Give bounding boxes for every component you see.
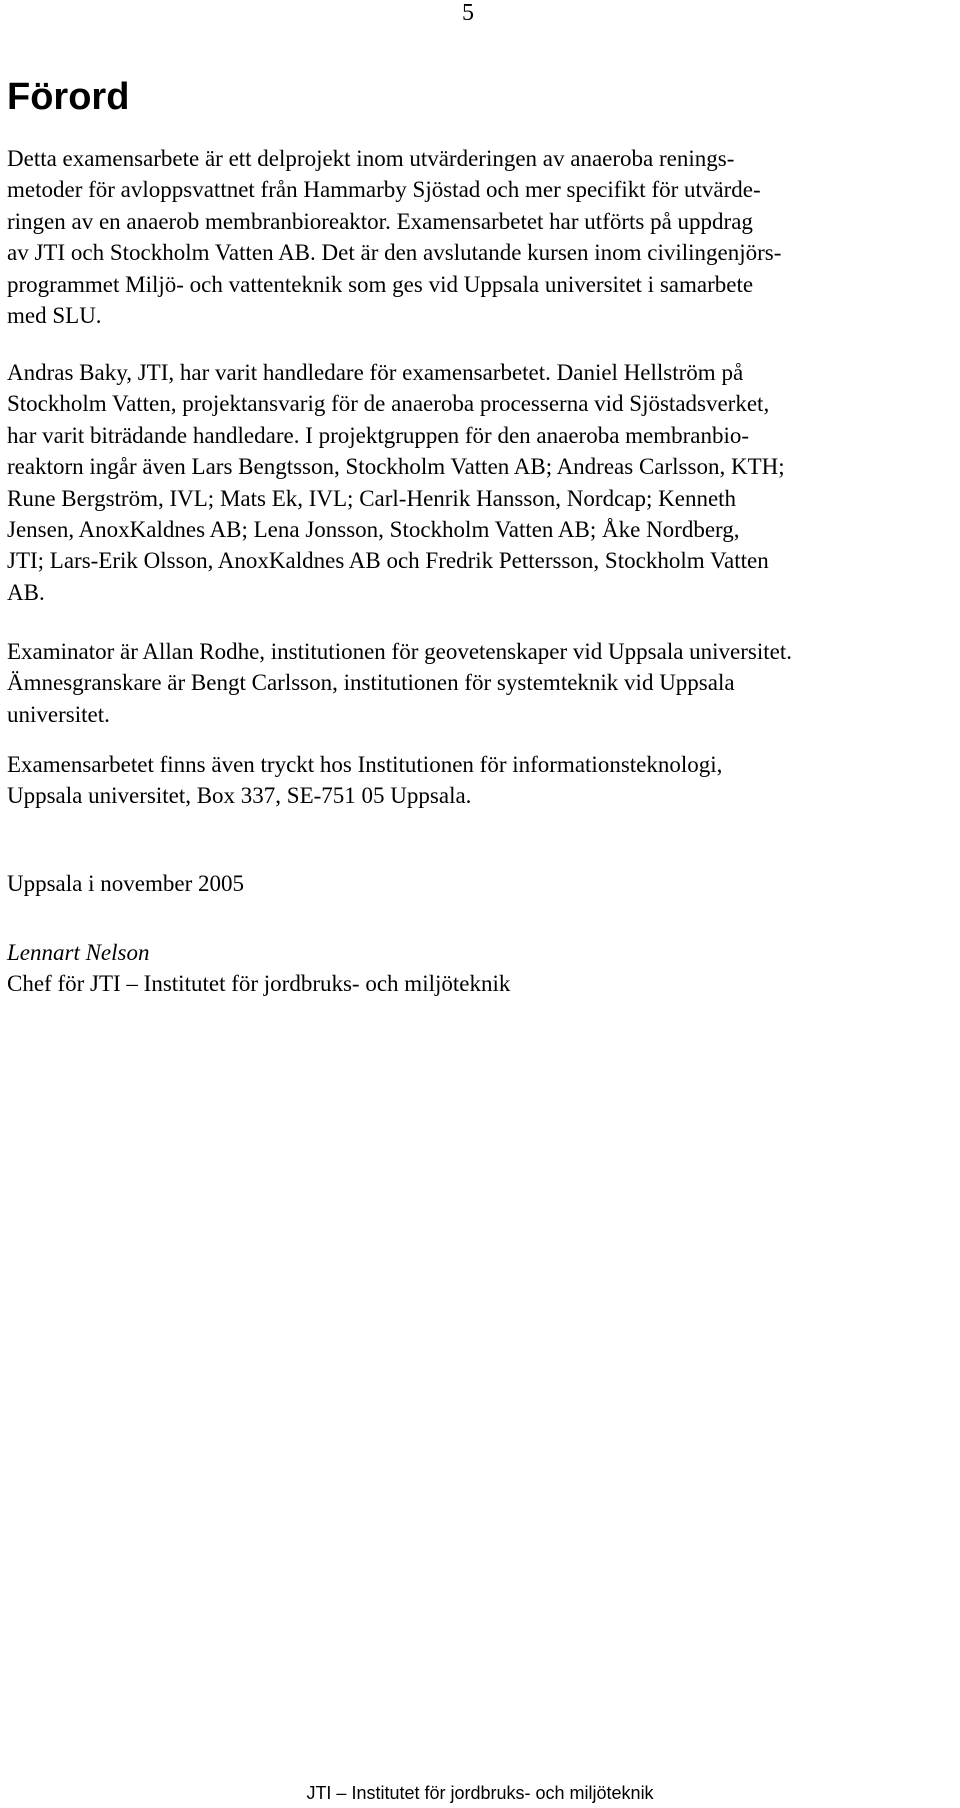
text-line: Jensen, AnoxKaldnes AB; Lena Jonsson, Stockholm Vatten AB; Åke Nordberg, bbox=[7, 517, 740, 543]
text-line: med SLU. bbox=[7, 303, 102, 329]
text-line: har varit biträdande handledare. I projektgruppen för den anaeroba membranbio- bbox=[7, 422, 750, 448]
text-line: metoder för avloppsvattnet från Hammarby Sjöstad och mer specifikt för utvärde- bbox=[7, 177, 761, 203]
paragraph-introduction bbox=[7, 143, 781, 331]
text-line: reaktorn ingår även Lars Bengtsson, Stockholm Vatten AB; Andreas Carlsson, KTH; bbox=[7, 454, 785, 480]
text-line: Stockholm Vatten, projektansvarig för de anaeroba processerna vid Sjöstadsverket, bbox=[7, 391, 770, 417]
signature-block bbox=[7, 937, 510, 1000]
text-line: Examensarbetet finns även tryckt hos Institutionen för informationsteknologi, bbox=[7, 752, 723, 777]
text-line: Rune Bergström, IVL; Mats Ek, IVL; Carl-Henrik Hansson, Nordcap; Kenneth bbox=[7, 485, 737, 511]
signer-name: Lennart Nelson bbox=[7, 940, 150, 965]
page-title: Förord bbox=[7, 76, 130, 118]
text-line: programmet Miljö- och vattenteknik som ges vid Uppsala universitet i samarbete bbox=[7, 271, 754, 297]
signer-title: Chef för JTI – Institutet för jordbruks- och miljöteknik bbox=[7, 971, 511, 997]
place-date bbox=[7, 868, 244, 899]
place-date-text: Uppsala i november 2005 bbox=[7, 871, 244, 896]
text-line: Detta examensarbete är ett delprojekt inom utvärderingen av anaeroba renings- bbox=[7, 146, 735, 171]
text-line: Andras Baky, JTI, har varit handledare för examensarbetet. Daniel Hellström på bbox=[7, 360, 744, 385]
paragraph-supervisors bbox=[7, 357, 785, 608]
text-line: Uppsala universitet, Box 337, SE-751 05 Uppsala. bbox=[7, 783, 472, 809]
text-line: ringen av en anaerob membranbioreaktor. Examensarbetet har utförts på uppdrag bbox=[7, 208, 753, 234]
text-line: universitet. bbox=[7, 701, 110, 727]
text-line: AB. bbox=[7, 579, 45, 605]
text-line: JTI; Lars-Erik Olsson, AnoxKaldnes AB och Fredrik Pettersson, Stockholm Vatten bbox=[7, 548, 769, 574]
paragraph-print-info bbox=[7, 749, 722, 812]
page-footer: JTI – Institutet för jordbruks- och miljöteknik bbox=[306, 1783, 654, 1803]
page-number: 5 bbox=[462, 0, 474, 26]
paragraph-examiner bbox=[7, 636, 792, 730]
text-line: av JTI och Stockholm Vatten AB. Det är den avslutande kursen inom civilingenjörs- bbox=[7, 240, 782, 266]
text-line: Ämnesgranskare är Bengt Carlsson, institutionen för systemteknik vid Uppsala bbox=[7, 670, 735, 696]
text-line: Examinator är Allan Rodhe, institutionen för geovetenskaper vid Uppsala universitet. bbox=[7, 639, 792, 664]
